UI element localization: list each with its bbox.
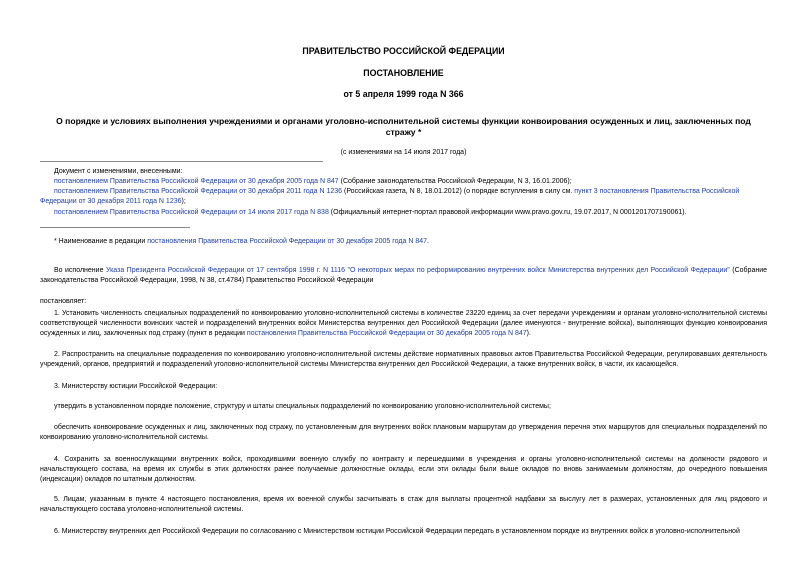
footnote-link[interactable]: постановления Правительства Российской Федерации от 30 декабря 2005 года N 847 [147,238,427,245]
change-item-1-source: (Собрание законодательства Российской Федерации, N 3, 16.01.2006); [338,178,572,185]
clause-6: 6. Министерству внутренних дел Российской Федерации по согласованию с Министерством юстиции Российской Федерации передать в установленном порядке из внутренних войск в уголовно-исполнительной [54,528,740,535]
clause-5: 5. Лицам, указанным в пункте 4 настоящего постановления, время их военной службы засчитывать в стаж для выплаты процентной надбавки за выслугу лет в размерах, установленных для лиц рядового и начальствующего состава уголовно-исполнительной системы. [40,496,767,513]
clause-4: 4. Сохранить за военнослужащими внутренних войск, проходившими военную службу по контракту и перешедшими в учреждения и органы уголовно-исполнительной системы на должности рядового и начальствующего состава, на время их службы в этих должностях ранее получаемые должностные оклады, если эти оклады были выше окладов по вновь занимаемым должностям, до очередного повышения (индексации) окладов по штатным должностям. [40,456,767,483]
document-date-number: от 5 апреля 1999 года N 366 [343,89,464,99]
change-link-2-effective[interactable]: пункт 3 постановления Правительства Российской [574,188,740,195]
clause-1 [40,309,767,339]
document-heading: О порядке и условиях выполнения учреждениями и органами уголовно-исполнительной системы функции конвоирования осужденных и лиц, заключенных под стражу * [56,116,751,137]
decides-line: постановляет: [40,298,87,305]
clause-3: 3. Министерству юстиции Российской Федерации: [54,383,218,390]
clause-3b: обеспечить конвоирование осужденных и лиц, заключенных под стражу, по установленным для внутренних войск плановым маршрутам до утверждения перечня этих маршрутов для специальных подразделений по конвоированию уголовно-исполнительной системы. [40,424,767,441]
change-link-2[interactable]: постановлением Правительства Российской Федерации от 30 декабря 2011 года N 1236 [54,188,343,195]
change-item-2-source: (Российская газета, N 8, 18.01.2012) (о порядке вступления в силу см. [342,188,575,195]
change-item-2-end: ); [181,198,186,205]
footnote-suffix: . [427,238,429,245]
clause-1-link[interactable]: постановления Правительства Российской Федерации от 30 декабря 2005 года N 847 [246,330,527,337]
change-item-2 [54,187,739,196]
change-link-1[interactable]: постановлением Правительства Российской Федерации от 30 декабря 2005 года N 847 [54,178,339,185]
changes-intro: Документ с изменениями, внесенными: [54,168,183,175]
preamble [40,266,767,286]
change-item-3 [54,208,687,217]
clause-1-text: 1. Установить численность специальных подразделений по конвоированию уголовно-исполнительной системы в количестве 23220 единиц за счет передачи учреждениям и органам уголовно-исполнительной системы соответствующей численности воинских частей и подразделений внутренних войск Министерства внутренних дел Российской Федерации (далее именуются - внутренние войска), выполняющих функцию конвоирования осужденных и лиц, заключенных под стражу (пункт в редакции [40,310,767,337]
preamble-prefix: Во исполнение [54,267,106,274]
clause-2: 2. Распространить на специальные подразделения по конвоированию уголовно-исполнительной системы действие нормативных правовых актов Правительства Российской Федерации, регулировавших деятельность учреждений, органов, предприятий и подразделений уголовно-исполнительной системы Министерства внутренних дел Российской Федерации, а также внутренних войск, в части, их касающейся. [40,351,767,368]
government-title: ПРАВИТЕЛЬСТВО РОССИЙСКОЙ ФЕДЕРАЦИИ [302,46,505,56]
decree-link[interactable]: Указа Президента Российской Федерации от 17 сентября 1998 г. N 1116 "О некоторых мерах по реформированию внутренних войск Министерства внутренних дел Российской Федерации" [105,267,730,274]
footnote-prefix: * Наименование в редакции [54,238,148,245]
clause-3a: утвердить в установленном порядке положение, структуру и штаты специальных подразделений по конвоированию уголовно-исполнительной системы; [54,403,551,410]
divider-footnote [40,227,190,228]
revision-note: (с изменениями на 14 июля 2017 года) [340,149,467,156]
footnote [54,237,429,246]
preamble-suffix: (Собрание законодательства Российской Федерации, 1998, N 38, ст.4784) Правительство Российской Федерации [40,267,768,284]
divider-top [40,161,323,162]
change-link-2-effective-cont[interactable]: Федерации от 30 декабря 2011 года N 1236 [40,198,182,205]
change-link-3[interactable]: постановлением Правительства Российской Федерации от 14 июля 2017 года N 838 [54,209,329,216]
clause-1-suffix: ). [526,330,531,337]
change-item-2-cont [40,197,186,206]
change-item-1 [54,177,572,186]
document-type: ПОСТАНОВЛЕНИЕ [363,68,444,78]
change-item-3-source: (Официальный интернет-портал правовой информации www.pravo.gov.ru, 19.07.2017, N 0001201707190061). [328,209,687,216]
